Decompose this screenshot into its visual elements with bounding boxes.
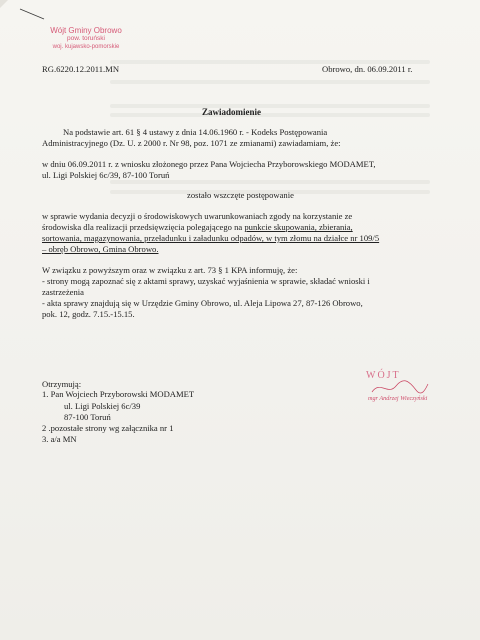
- paragraph-4-line-1: W związku z powyższym oraz w związku z art. 73 § 1 KPA informuję, że:: [42, 265, 298, 275]
- show-through-line: [110, 113, 430, 117]
- show-through-line: [110, 104, 430, 108]
- recipient-1-name: 1. Pan Wojciech Przyborowski MODAMET: [42, 389, 195, 399]
- recipient-3: 3. a/a MN: [42, 434, 77, 444]
- paragraph-1-line-1: Na podstawie art. 61 § 4 ustawy z dnia 14.06.1960 r. - Kodeks Postępowania: [63, 127, 328, 137]
- paragraph-3-underlined-text: punkcie skupowania, zbierania,: [244, 222, 353, 232]
- place-and-date: Obrowo, dn. 06.09.2011 r.: [322, 64, 413, 74]
- office-stamp: [38, 27, 134, 51]
- page-corner-fold: [0, 0, 8, 8]
- stamp-line-2: pow. toruński: [67, 35, 105, 42]
- document-title: Zawiadomienie: [202, 107, 262, 117]
- stamp-line-1: Wójt Gminy Obrowo: [50, 26, 122, 35]
- stamp-line-3: woj. kujawsko-pomorskie: [52, 44, 120, 50]
- paragraph-3-line-2: [42, 222, 353, 233]
- reference-number: RG.6220.12.2011.MN: [42, 64, 120, 74]
- recipient-1-city: 87-100 Toruń: [64, 412, 111, 422]
- recipient-2: 2 .pozostałe strony wg załącznika nr 1: [42, 423, 174, 433]
- paragraph-4-line-3: zastrzeżenia: [42, 287, 84, 297]
- proceedings-initiated-line: zostało wszczęte postępowanie: [187, 190, 294, 200]
- paragraph-2-line-2: ul. Ligi Polskiej 6c/39, 87-100 Toruń: [42, 170, 170, 180]
- signatory-name: mgr Andrzej Wieczyński: [368, 395, 428, 402]
- paragraph-3-line-2-text: środowiska dla realizacji przedsięwzięcia polegającego na: [42, 222, 245, 232]
- show-through-line: [110, 80, 430, 84]
- paragraph-2-line-1: w dniu 06.09.2011 r. z wniosku złożonego przez Pana Wojciecha Przyborowskiego MODAMET,: [42, 159, 376, 169]
- paragraph-3-line-3: sortowania, magazynowania, przeładunku i załadunku odpadów, w tym złomu na działce nr 109/5: [42, 233, 380, 243]
- pen-mark-icon: [18, 6, 50, 22]
- signature-title: WÓJT: [366, 370, 401, 381]
- paragraph-3-line-4: – obręb Obrowo, Gmina Obrowo.: [42, 244, 159, 254]
- paragraph-4-line-4: - akta sprawy znajdują się w Urzędzie Gminy Obrowo, ul. Aleja Lipowa 27, 87-126 Obrowo,: [42, 298, 363, 308]
- recipient-1-street: ul. Ligi Polskiej 6c/39: [64, 401, 141, 411]
- paragraph-1-line-2: Administracyjnego (Dz. U. z 2000 r. Nr 98, poz. 1071 ze zmianami) zawiadamiam, że:: [42, 138, 341, 148]
- recipients-heading: Otrzymują:: [42, 379, 82, 389]
- paragraph-4-line-2: - strony mogą zapoznać się z aktami sprawy, uzyskać wyjaśnienia w sprawie, składać wnioski i: [42, 276, 370, 286]
- paragraph-3-line-1: w sprawie wydania decyzji o środowiskowych uwarunkowaniach zgody na korzystanie ze: [42, 211, 353, 221]
- paragraph-4-line-5: pok. 12, godz. 7.15.-15.15.: [42, 309, 135, 319]
